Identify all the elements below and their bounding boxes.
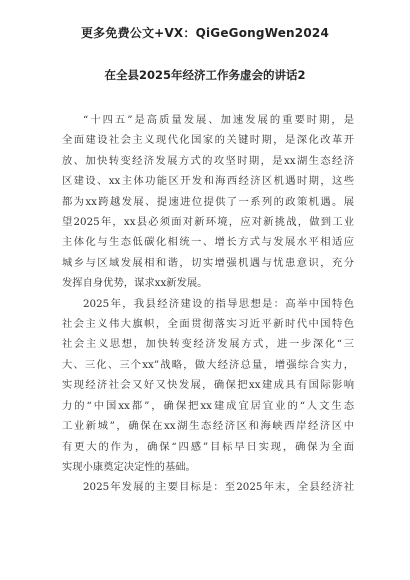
text-line: 工业新城”，确保在xx湖生态经济区和海峡西岸经济区中: [62, 420, 354, 433]
text-line: 发挥自身优势，谋求xx新发展。: [62, 277, 208, 290]
text-line: 放、加快转变经济发展方式的攻坚时期，是xx湖生态经济: [62, 154, 354, 167]
text-line: 实现经济社会又好又快发展，确保把xx建成具有国际影响: [62, 379, 354, 392]
text-line: 都为xx跨越发展、提速进位提供了一系列的政策机遇。展: [62, 195, 354, 208]
promo-header: 更多免费公文+VX：QiGeGongWen2024: [80, 26, 329, 40]
text-line: 社会主义伟大旗帜，全面贯彻落实习近平新时代中国特色: [62, 318, 354, 331]
paragraph-2: [62, 294, 354, 478]
text-line: 有更大的作为，确保“四感”目标早日实现，确保为全面: [62, 440, 354, 453]
paragraph-1: [62, 110, 354, 294]
paragraph-3: [62, 477, 354, 497]
text-line: 大、三化、三个xx”战略，做大经济总量，增强综合实力，: [62, 358, 354, 371]
text-line: 2025年发展的主要目标是：至2025年末，全县经济社: [83, 481, 354, 494]
document-title: 在全县2025年经济工作务虚会的讲话2: [104, 68, 306, 82]
text-line: 2025年，我县经济建设的指导思想是：高举中国特色: [83, 297, 354, 310]
text-line: 区建设、xx主体功能区开发和海西经济区机遇时期，这些: [62, 175, 354, 188]
text-line: 全面建设社会主义现代化国家的关键时期，是深化改革开: [62, 134, 354, 147]
text-line: 实现小康奠定决定性的基础。: [62, 460, 196, 473]
text-line: 望2025年，xx县必须面对新环境，应对新挑战，做到工业: [62, 216, 354, 229]
document-body: [62, 110, 354, 498]
text-line: 主体化与生态低碳化相统一、增长方式与发展水平相适应: [62, 236, 354, 249]
text-line: “十四五”是高质量发展、加速发展的重要时期，是: [83, 114, 354, 126]
text-line: 城乡与区域发展相和谐，切实增强机遇与忧患意识，充分: [62, 256, 354, 269]
text-line: 社会主义思想，加快转变经济发展方式，进一步深化“三: [62, 338, 354, 351]
text-line: 力的“中国xx都”，确保把xx建成宜居宜业的“人文生态: [62, 399, 354, 412]
